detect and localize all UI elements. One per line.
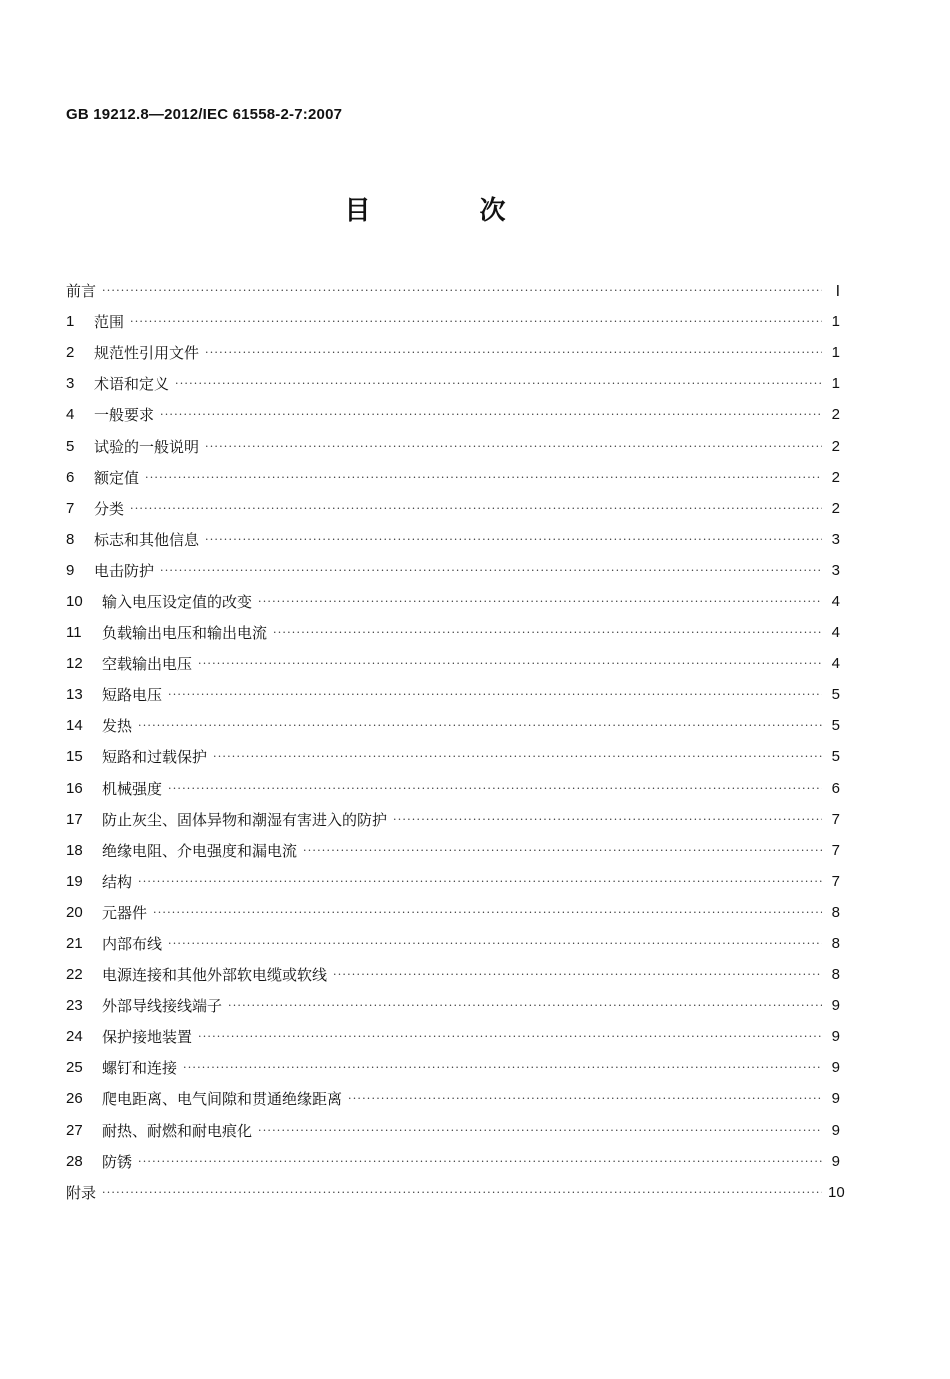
toc-leader-dots [183, 1061, 822, 1074]
toc-entry-page: 9 [831, 1059, 840, 1077]
toc-entry[interactable] [66, 493, 840, 524]
toc-leader-dots [303, 844, 822, 857]
toc-entry-number: 21 [66, 935, 83, 953]
toc-entry-label: 发热 [102, 717, 133, 736]
toc-entry-page: 6 [831, 779, 840, 797]
toc-entry[interactable] [66, 1115, 840, 1146]
toc-entry-label: 电源连接和其他外部软电缆或软线 [102, 966, 328, 985]
toc-entry-label: 前言 [66, 282, 97, 301]
toc-entry-label: 结构 [102, 872, 133, 891]
toc-leader-dots [348, 1092, 822, 1105]
toc-entry-page: 5 [831, 686, 840, 704]
toc-entry[interactable] [66, 617, 840, 648]
toc-entry-label: 元器件 [102, 903, 148, 922]
toc-entry[interactable] [66, 1052, 840, 1083]
toc-entry-number: 4 [66, 406, 75, 424]
toc-entry-label: 防锈 [102, 1152, 133, 1171]
toc-entry[interactable] [66, 741, 840, 772]
toc-entry-page: 7 [831, 872, 840, 890]
toc-entry-label: 耐热、耐燃和耐电痕化 [102, 1121, 253, 1140]
toc-entry-label: 负载输出电压和输出电流 [102, 624, 268, 643]
toc-leader-dots [258, 1124, 822, 1137]
toc-entry-label: 附录 [66, 1183, 97, 1202]
toc-entry-number: 10 [66, 592, 83, 610]
toc-leader-dots [138, 719, 822, 732]
toc-entry[interactable] [66, 275, 840, 306]
toc-leader-dots [228, 999, 822, 1012]
toc-leader-dots [213, 750, 822, 763]
toc-entry-number: 3 [66, 375, 75, 393]
toc-leader-dots [102, 1186, 822, 1199]
toc-entry-label: 输入电压设定值的改变 [102, 592, 253, 611]
toc-entry-number: 12 [66, 655, 83, 673]
toc-leader-dots [160, 408, 822, 421]
toc-entry[interactable] [66, 430, 840, 461]
toc-entry-page: 1 [831, 313, 840, 331]
toc-entry-page: 8 [831, 966, 840, 984]
toc-leader-dots [175, 377, 822, 390]
toc-entry[interactable] [66, 866, 840, 897]
toc-entry-page: 1 [831, 375, 840, 393]
toc-entry-label: 电击防护 [94, 561, 155, 580]
toc-entry-page: 9 [831, 997, 840, 1015]
toc-entry-page: 3 [831, 530, 840, 548]
toc-entry-label: 内部布线 [102, 935, 163, 954]
toc-entry-label: 螺钉和连接 [102, 1059, 178, 1078]
toc-entry[interactable] [66, 1146, 840, 1177]
toc-leader-dots [205, 533, 822, 546]
toc-entry[interactable] [66, 773, 840, 804]
toc-entry[interactable] [66, 337, 840, 368]
toc-entry-number: 11 [66, 624, 82, 642]
toc-entry[interactable] [66, 990, 840, 1021]
toc-entry-page: 9 [831, 1090, 840, 1108]
toc-leader-dots [198, 1030, 822, 1043]
toc-entry-label: 短路电压 [102, 686, 163, 705]
toc-entry-label: 空载输出电压 [102, 655, 193, 674]
toc-entry-number: 25 [66, 1059, 83, 1077]
page-title: 目 次 [344, 196, 556, 226]
toc-leader-dots [393, 813, 822, 826]
toc-leader-dots [138, 1155, 822, 1168]
toc-entry[interactable] [66, 1083, 840, 1114]
toc-entry[interactable] [66, 710, 840, 741]
toc-leader-dots [333, 968, 822, 981]
toc-leader-dots [273, 626, 822, 639]
toc-entry[interactable] [66, 679, 840, 710]
toc-entry-page: 2 [831, 468, 840, 486]
toc-entry[interactable] [66, 804, 840, 835]
toc-entry-number: 28 [66, 1152, 83, 1170]
toc-entry-number: 16 [66, 779, 83, 797]
toc-entry[interactable] [66, 524, 840, 555]
toc-entry-page: 8 [831, 903, 840, 921]
toc-entry-number: 26 [66, 1090, 83, 1108]
toc-entry-label: 外部导线接线端子 [102, 997, 223, 1016]
toc-entry-page: 8 [831, 935, 840, 953]
toc-entry[interactable] [66, 1177, 845, 1208]
toc-entry-label: 短路和过载保护 [102, 748, 208, 767]
toc-entry-label: 绝缘电阻、介电强度和漏电流 [102, 841, 298, 860]
toc-leader-dots [168, 688, 822, 701]
toc-entry-label: 防止灰尘、固体异物和潮湿有害进入的防护 [102, 810, 388, 829]
toc-entry-number: 14 [66, 717, 83, 735]
toc-entry[interactable] [66, 586, 840, 617]
toc-entry-label: 分类 [94, 499, 125, 518]
toc-entry-number: 9 [66, 561, 75, 579]
toc-leader-dots [153, 906, 822, 919]
toc-entry-label: 规范性引用文件 [94, 344, 200, 363]
toc-entry-page: 10 [828, 1183, 845, 1201]
toc-entry-page: 2 [831, 406, 840, 424]
toc-entry-page: 4 [831, 624, 840, 642]
toc-entry-number: 13 [66, 686, 83, 704]
toc-entry-page: 4 [831, 592, 840, 610]
toc-entry-page: 3 [831, 561, 840, 579]
toc-entry[interactable] [66, 835, 840, 866]
toc-entry[interactable] [66, 462, 840, 493]
toc-entry-label: 标志和其他信息 [94, 530, 200, 549]
toc-entry-label: 额定值 [94, 468, 140, 487]
toc-leader-dots [198, 657, 822, 670]
toc-entry-page: 7 [831, 841, 840, 859]
toc-entry-number: 24 [66, 1028, 83, 1046]
toc-entry-number: 15 [66, 748, 83, 766]
toc-entry[interactable] [66, 897, 840, 928]
toc-entry-number: 5 [66, 437, 75, 455]
toc-leader-dots [102, 284, 822, 297]
toc-leader-dots [130, 315, 822, 328]
toc-entry[interactable] [66, 959, 840, 990]
toc-entry-page: 2 [831, 437, 840, 455]
toc-leader-dots [160, 564, 822, 577]
toc-entry-page: 1 [831, 344, 840, 362]
toc-leader-dots [130, 502, 822, 515]
toc-entry-page: 9 [831, 1121, 840, 1139]
toc-entry-label: 范围 [94, 313, 125, 332]
toc-entry-number: 6 [66, 468, 75, 486]
toc-entry-number: 20 [66, 903, 83, 921]
toc-entry-page: 5 [831, 717, 840, 735]
toc-leader-dots [258, 595, 822, 608]
toc-entry[interactable] [66, 306, 840, 337]
toc-entry[interactable] [66, 555, 840, 586]
toc-leader-dots [138, 875, 822, 888]
toc-entry-number: 23 [66, 997, 83, 1015]
toc-entry[interactable] [66, 648, 840, 679]
toc-entry-page: 5 [831, 748, 840, 766]
toc-leader-dots [168, 937, 822, 950]
toc-entry-page: 2 [831, 499, 840, 517]
toc-entry-page: 9 [831, 1028, 840, 1046]
toc-leader-dots [205, 346, 822, 359]
toc-entry-number: 1 [66, 313, 75, 331]
toc-entry-label: 一般要求 [94, 406, 155, 425]
toc-entry[interactable] [66, 368, 840, 399]
table-of-contents [66, 275, 845, 1208]
toc-entry-number: 17 [66, 810, 83, 828]
toc-entry-label: 机械强度 [102, 779, 163, 798]
toc-entry-number: 22 [66, 966, 83, 984]
toc-entry-number: 18 [66, 841, 83, 859]
toc-entry-label: 爬电距离、电气间隙和贯通绝缘距离 [102, 1090, 343, 1109]
toc-entry[interactable] [66, 399, 840, 430]
standard-code-header: GB 19212.8—2012/IEC 61558-2-7:2007 [66, 106, 343, 123]
toc-entry-label: 试验的一般说明 [94, 437, 200, 456]
toc-leader-dots [205, 440, 822, 453]
toc-entry-number: 2 [66, 344, 75, 362]
toc-entry[interactable] [66, 1021, 840, 1052]
toc-entry-number: 7 [66, 499, 75, 517]
toc-entry-page: 4 [831, 655, 840, 673]
toc-entry-label: 保护接地装置 [102, 1028, 193, 1047]
toc-entry-number: 19 [66, 872, 83, 890]
toc-entry[interactable] [66, 928, 840, 959]
toc-entry-page: Ⅰ [835, 282, 840, 300]
toc-entry-page: 9 [831, 1152, 840, 1170]
toc-entry-page: 7 [831, 810, 840, 828]
toc-entry-label: 术语和定义 [94, 375, 170, 394]
toc-leader-dots [145, 471, 822, 484]
toc-entry-number: 8 [66, 530, 75, 548]
toc-entry-number: 27 [66, 1121, 83, 1139]
toc-leader-dots [168, 782, 822, 795]
